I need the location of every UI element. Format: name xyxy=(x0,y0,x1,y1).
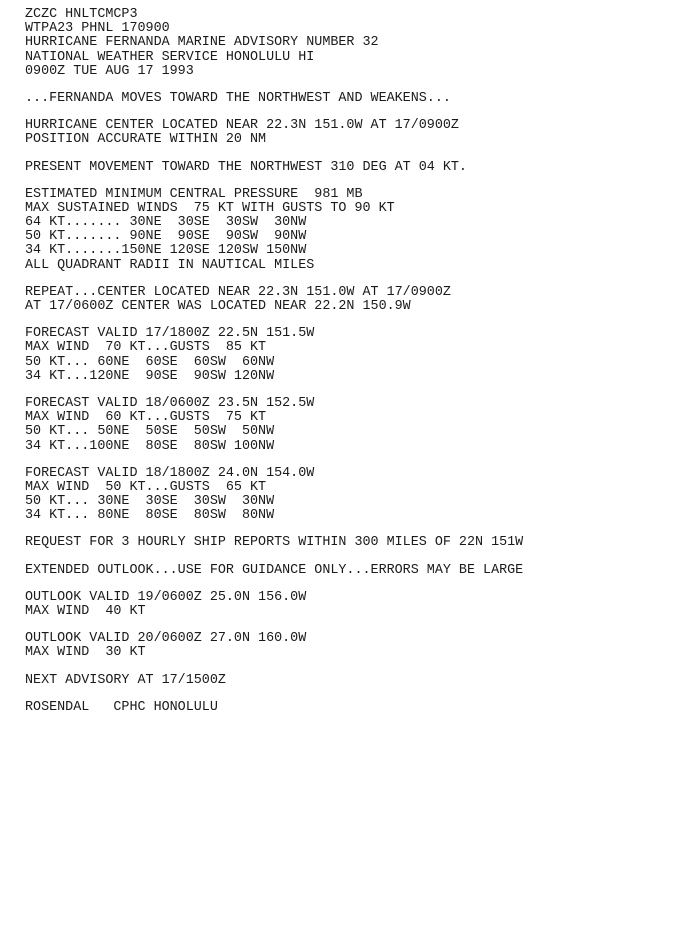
wind-radii-line: 50 KT....... 90NE 90SE 90SW 90NW xyxy=(25,229,307,245)
ship-report-request-block xyxy=(25,536,685,550)
forecast-radii-line: 50 KT... 50NE 50SE 50SW 50NW xyxy=(25,424,275,440)
forecast-radii-line: 34 KT...100NE 80SE 80SW 100NW xyxy=(25,438,275,454)
outlook-block xyxy=(25,591,685,619)
outlook-wind-line: MAX WIND 40 KT xyxy=(25,604,146,619)
center-location-block xyxy=(25,119,685,147)
center-location-line: HURRICANE CENTER LOCATED NEAR 22.3N 151.0W AT 17/0900Z xyxy=(25,118,459,134)
forecast-block xyxy=(25,467,685,524)
extended-outlook-line: EXTENDED OUTLOOK...USE FOR GUIDANCE ONLY...ERRORS MAY BE LARGE xyxy=(25,562,524,578)
outlook-wind-line: MAX WIND 30 KT xyxy=(25,645,146,661)
forecast-wind-line: MAX WIND 60 KT...GUSTS 75 KT xyxy=(25,410,267,426)
ship-report-request-line: REQUEST FOR 3 HOURLY SHIP REPORTS WITHIN 300 MILES OF 22N 151W xyxy=(25,535,524,551)
header-line: ZCZC HNLTCMCP3 xyxy=(25,7,138,22)
forecast-radii-line: 50 KT... 30NE 30SE 30SW 30NW xyxy=(25,494,275,510)
forecast-radii-line: 50 KT... 60NE 60SE 60SW 60NW xyxy=(25,354,275,370)
outlook-valid-line: OUTLOOK VALID 19/0600Z 25.0N 156.0W xyxy=(25,589,307,605)
signature-block xyxy=(25,701,685,715)
headline-line: ...FERNANDA MOVES TOWARD THE NORTHWEST AND WEAKENS... xyxy=(25,90,451,106)
next-advisory-line: NEXT ADVISORY AT 17/1500Z xyxy=(25,672,226,688)
header-line: NATIONAL WEATHER SERVICE HONOLULU HI xyxy=(25,49,315,65)
movement-line: PRESENT MOVEMENT TOWARD THE NORTHWEST 310 DEG AT 04 KT. xyxy=(25,159,467,175)
header-line: 0900Z TUE AUG 17 1993 xyxy=(25,63,194,79)
forecast-valid-line: FORECAST VALID 18/0600Z 23.5N 152.5W xyxy=(25,395,315,411)
max-winds-line: MAX SUSTAINED WINDS 75 KT WITH GUSTS TO 90 KT xyxy=(25,200,395,216)
radii-units-line: ALL QUADRANT RADII IN NAUTICAL MILES xyxy=(25,257,315,273)
forecast-wind-line: MAX WIND 70 KT...GUSTS 85 KT xyxy=(25,340,267,356)
forecast-radii-line: 34 KT... 80NE 80SE 80SW 80NW xyxy=(25,508,275,524)
repeat-line: REPEAT...CENTER LOCATED NEAR 22.3N 151.0W AT 17/0900Z xyxy=(25,284,451,300)
forecast-block xyxy=(25,397,685,454)
pressure-line: ESTIMATED MINIMUM CENTRAL PRESSURE 981 MB xyxy=(25,186,363,202)
outlook-block xyxy=(25,632,685,660)
marine-advisory-document xyxy=(25,8,685,728)
wind-radii-line: 64 KT....... 30NE 30SE 30SW 30NW xyxy=(25,215,307,231)
header-line: HURRICANE FERNANDA MARINE ADVISORY NUMBER 32 xyxy=(25,35,379,51)
intensity-block xyxy=(25,188,685,273)
extended-outlook-block xyxy=(25,564,685,578)
repeat-block xyxy=(25,286,685,314)
forecast-valid-line: FORECAST VALID 17/1800Z 22.5N 151.5W xyxy=(25,326,315,342)
forecast-block xyxy=(25,327,685,384)
wind-radii-line: 34 KT.......150NE 120SE 120SW 150NW xyxy=(25,243,307,259)
next-advisory-block xyxy=(25,674,685,688)
forecaster-signature-line: ROSENDAL CPHC HONOLULU xyxy=(25,699,218,715)
position-accuracy-line: POSITION ACCURATE WITHIN 20 NM xyxy=(25,132,267,148)
forecast-radii-line: 34 KT...120NE 90SE 90SW 120NW xyxy=(25,368,275,384)
outlook-valid-line: OUTLOOK VALID 20/0600Z 27.0N 160.0W xyxy=(25,631,307,647)
forecast-valid-line: FORECAST VALID 18/1800Z 24.0N 154.0W xyxy=(25,465,315,481)
headline-block xyxy=(25,92,685,106)
forecast-wind-line: MAX WIND 50 KT...GUSTS 65 KT xyxy=(25,479,267,495)
movement-block xyxy=(25,161,685,175)
header-line: WTPA23 PHNL 170900 xyxy=(25,21,170,37)
header-block xyxy=(25,8,685,79)
previous-position-line: AT 17/0600Z CENTER WAS LOCATED NEAR 22.2N 150.9W xyxy=(25,299,411,314)
